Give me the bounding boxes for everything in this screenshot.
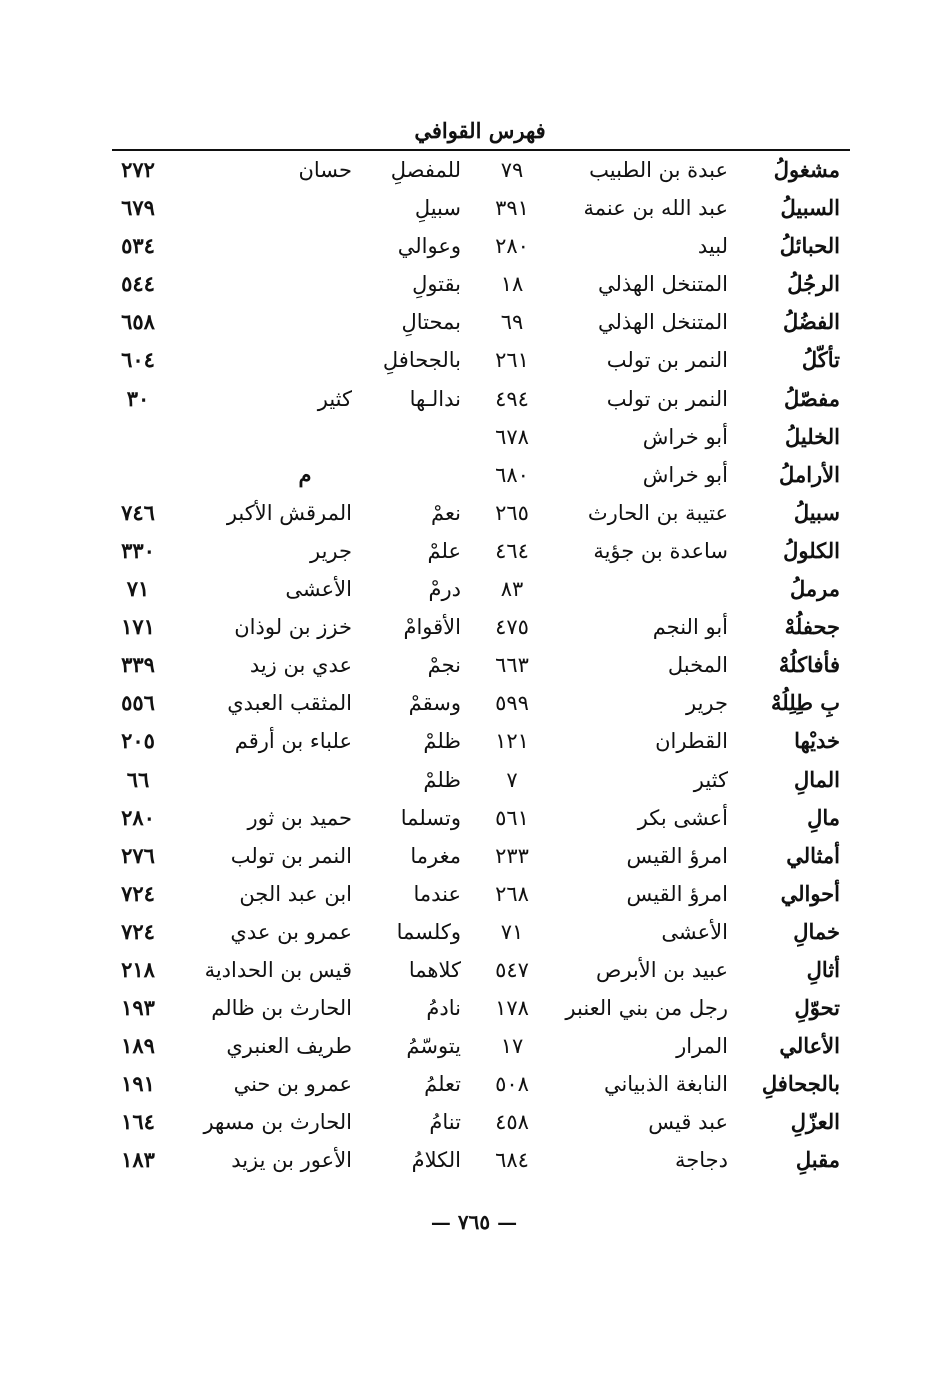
rhyme-word: المالِ [793, 766, 840, 792]
page-title: فهرس القوافي [414, 118, 546, 143]
rhyme-word: خديْها [794, 728, 840, 754]
table-row [0, 1103, 948, 1141]
poet-name: النمر بن تولب [606, 386, 728, 411]
rhyme-word: السبيلُ [780, 195, 840, 221]
poet-name: رجل من بني العنبر [565, 996, 728, 1021]
rhyme-word: بقتولِ [412, 272, 461, 297]
poet-name: الحارث بن مسهر [203, 1110, 352, 1135]
table-row [0, 456, 948, 494]
rhyme-word: الأراملُ [779, 461, 840, 487]
poet-name: حميد بن ثور [247, 805, 352, 830]
page-ref: ٦٦٣ [495, 653, 529, 678]
rhyme-word: تنامُ [429, 1110, 461, 1135]
page-ref: ٥٤٤ [121, 271, 155, 297]
poet-name: أبو خراش [642, 462, 728, 487]
rhyme-word: أحوالي [780, 880, 840, 906]
rhyme-word: الكلامُ [411, 1148, 461, 1173]
rhyme-word: مشغولُ [773, 157, 840, 182]
rhyme-word: الحبائلُ [779, 233, 840, 259]
poet-name: المثقب العبدي [227, 691, 352, 716]
rhyme-word: الكلولُ [783, 537, 840, 563]
page-ref: ٥٩٩ [495, 691, 529, 716]
page-number: — ٧٦٥ — [430, 1210, 518, 1234]
rhyme-word: عندما [413, 881, 461, 906]
rhyme-word: خمالِ [793, 918, 840, 944]
rhyme-word: سبيلِ [414, 196, 461, 221]
page-ref: ٦٩ [500, 310, 524, 335]
poet-name: عبيد بن الأبرص [595, 957, 728, 982]
page-ref: ٤٧٥ [495, 615, 529, 640]
poet-name: كثير [693, 767, 728, 792]
page-ref: ٢٧٢ [121, 157, 155, 182]
poet-name: النمر بن تولب [606, 348, 728, 373]
page-ref: ٧٢٤ [121, 918, 155, 944]
poet-name: لبيد [697, 234, 728, 259]
rhyme-word: بالجحافلِ [382, 348, 461, 373]
poet-name: عبد الله بن عنمة [583, 196, 728, 221]
poet-name: ساعدة بن جؤية [593, 538, 728, 563]
rhyme-word: وعوالي [397, 234, 461, 259]
poet-name: امرؤ القيس [626, 843, 728, 868]
page-ref: ١٧١ [121, 614, 155, 640]
page-ref: ٨٣ [500, 577, 524, 602]
rhyme-word: وكلسما [396, 919, 461, 944]
rhyme-word: سبيلُ [793, 499, 840, 525]
page-ref: ١٨٩ [121, 1033, 155, 1059]
table-row [0, 494, 948, 532]
poet-name: دجاجة [675, 1148, 728, 1173]
page-ref: ٦٦ [126, 766, 150, 792]
table-row [0, 227, 948, 265]
page-ref: ٣٣٠ [121, 537, 155, 563]
rhyme-word: مالِ [807, 804, 840, 830]
page-ref: ٣٠ [126, 385, 150, 411]
page-ref: ١٩٣ [121, 995, 155, 1021]
page-ref: ٦٠٤ [121, 347, 155, 373]
table-row [0, 722, 948, 760]
table-row [0, 418, 948, 456]
page-ref: ٦٧٩ [121, 195, 155, 221]
poet-name: عدي بن زيد [249, 653, 352, 678]
rhyme-word: تعلمُ [424, 1072, 461, 1097]
page-ref: ٥٤٧ [495, 957, 529, 982]
table-row [0, 380, 948, 418]
page-ref: ٢٨٠ [495, 234, 529, 259]
rhyme-word: بمحتالِ [401, 310, 461, 335]
section-letter: م [298, 461, 312, 487]
table-row [0, 151, 948, 189]
table-row [0, 875, 948, 913]
page-ref: ١٨٣ [121, 1147, 155, 1173]
table-row [0, 951, 948, 989]
table-row [0, 532, 948, 570]
table-row [0, 761, 948, 799]
rhyme-word: نعمْ [431, 500, 461, 525]
rhyme-word: يتوسّمُ [406, 1034, 461, 1059]
poet-name: النابغة الذبياني [603, 1072, 728, 1097]
table-row [0, 189, 948, 227]
table-row [0, 1141, 948, 1179]
rhyme-word: كلاهما [408, 957, 461, 982]
poet-name: الأعشى [661, 919, 728, 944]
page-ref: ٤٦٤ [495, 538, 529, 563]
poet-name: الحارث بن ظالم [211, 996, 352, 1021]
rhyme-word: الفضُلُ [783, 309, 840, 335]
rhyme-word: مرملُ [790, 576, 840, 602]
rhyme-word: وتسلما [400, 805, 461, 830]
poet-name: عتيبة بن الحارث [587, 500, 728, 525]
table-row [0, 837, 948, 875]
page-ref: ٢٧٦ [121, 842, 155, 868]
poet-name: القطران [655, 729, 728, 754]
poet-name: عبد قيس [648, 1110, 728, 1135]
poet-name: علباء بن أرقم [234, 729, 352, 754]
page-ref: ١٨ [500, 272, 524, 297]
poet-name: أبو النجم [652, 615, 728, 640]
rhyme-word: ندالـها [409, 386, 461, 411]
poet-name: جرير [686, 691, 728, 716]
page-ref: ١٩١ [121, 1071, 155, 1097]
rhyme-word: مقبلِ [795, 1147, 840, 1173]
page-ref: ٢١٨ [121, 956, 155, 982]
rhyme-word: فأفاكلُهْ [778, 652, 840, 678]
page-ref: ٢٦٥ [495, 500, 529, 525]
rhyme-word: بِ طِلِلُهْ [771, 690, 840, 716]
poet-name: طريف العنبري [226, 1034, 352, 1059]
page-ref: ١٦٤ [121, 1109, 155, 1135]
poet-name: عبدة بن الطبيب [589, 158, 728, 182]
page-ref: ٥٣٤ [121, 233, 155, 259]
poet-name: المتنخل الهذلي [597, 310, 728, 335]
page-ref: ٦٨٠ [495, 462, 529, 487]
rhyme-word: وسقمْ [408, 691, 461, 716]
poet-name: كثير [317, 386, 352, 411]
rhyme-index-table [0, 151, 948, 1180]
table-row [0, 608, 948, 646]
table-row [0, 913, 948, 951]
rhyme-word: نادمُ [426, 996, 461, 1021]
rhyme-word: الأعالي [779, 1033, 840, 1059]
table-row [0, 1027, 948, 1065]
poet-name: امرؤ القيس [626, 881, 728, 906]
rhyme-word: للمفصلِ [390, 158, 461, 182]
rhyme-word: درمْ [428, 577, 461, 602]
table-row [0, 1065, 948, 1103]
rhyme-word: ظلمْ [423, 767, 461, 792]
page-ref: ٧١ [500, 919, 524, 944]
poet-name: حسان [298, 158, 352, 182]
poet-name: المتنخل الهذلي [597, 272, 728, 297]
page-ref: ٣٣٩ [121, 652, 155, 678]
page-ref: ٤٩٤ [495, 386, 529, 411]
rhyme-word: علمْ [427, 538, 461, 563]
table-row [0, 570, 948, 608]
page-ref: ٣٩١ [495, 196, 529, 221]
page-ref: ٥٥٦ [121, 690, 155, 716]
table-row [0, 684, 948, 722]
page-ref: ٧٤٦ [121, 499, 155, 525]
page-ref: ٢٠٥ [121, 728, 155, 754]
rhyme-word: تحوّلِ [794, 995, 840, 1021]
rhyme-word: نجمْ [427, 653, 461, 678]
rhyme-word: العزّلِ [790, 1109, 840, 1135]
rhyme-word: الخليلُ [785, 423, 840, 449]
page-ref: ٢٦١ [495, 348, 529, 373]
page-ref: ١٧ [500, 1034, 524, 1059]
rhyme-word: الأقوامْ [403, 615, 461, 640]
page-ref: ٥٦١ [495, 805, 529, 830]
page-ref: ٥٠٨ [495, 1072, 529, 1097]
table-row [0, 265, 948, 303]
page-ref: ٦٨٤ [495, 1148, 529, 1173]
poet-name: الأعور بن يزيد [231, 1148, 352, 1173]
page-ref: ٢٦٨ [495, 881, 529, 906]
poet-name: قيس بن الحدادية [204, 957, 352, 982]
page-ref: ٧ [506, 767, 518, 792]
rhyme-word: الرجُلُ [787, 271, 840, 297]
poet-name: أبو خراش [642, 424, 728, 449]
rhyme-word: مفصّلُ [784, 385, 840, 411]
poet-name: جرير [310, 538, 352, 563]
poet-name: المخبل [667, 653, 728, 678]
rhyme-word: أمثالي [786, 842, 840, 868]
rhyme-word: ظلمْ [423, 729, 461, 754]
rhyme-word: أثالِ [806, 956, 840, 982]
page-ref: ٢٨٠ [121, 804, 155, 830]
poet-name: خزز بن لوذان [234, 615, 352, 640]
poet-name: المرقش الأكبر [226, 500, 352, 525]
table-row [0, 989, 948, 1027]
poet-name: النمر بن تولب [230, 843, 352, 868]
page-ref: ٢٣٣ [495, 843, 529, 868]
rhyme-word: مغرما [410, 843, 461, 868]
rhyme-word: تأكّلُ [801, 347, 840, 373]
page-ref: ٦٥٨ [121, 309, 155, 335]
page-ref: ٧٢٤ [121, 880, 155, 906]
poet-name: الأعشى [285, 577, 352, 602]
rhyme-word: جحفلُهْ [784, 614, 840, 640]
poet-name: أعشى بكر [637, 805, 728, 830]
rhyme-word: بالجحافلِ [761, 1071, 840, 1097]
poet-name: عمرو بن حني [233, 1072, 352, 1097]
page-ref: ٧١ [126, 576, 150, 602]
poet-name: عمرو بن عدي [230, 919, 352, 944]
poet-name: المرار [676, 1034, 728, 1059]
table-row [0, 799, 948, 837]
page-ref: ٦٧٨ [495, 424, 529, 449]
table-row [0, 646, 948, 684]
page-ref: ٤٥٨ [495, 1110, 529, 1135]
page-ref: ٧٩ [500, 158, 524, 182]
table-row [0, 303, 948, 341]
page-ref: ١٧٨ [495, 996, 529, 1021]
poet-name: ابن عبد الجن [239, 881, 352, 906]
page-ref: ١٢١ [495, 729, 529, 754]
table-row [0, 341, 948, 379]
